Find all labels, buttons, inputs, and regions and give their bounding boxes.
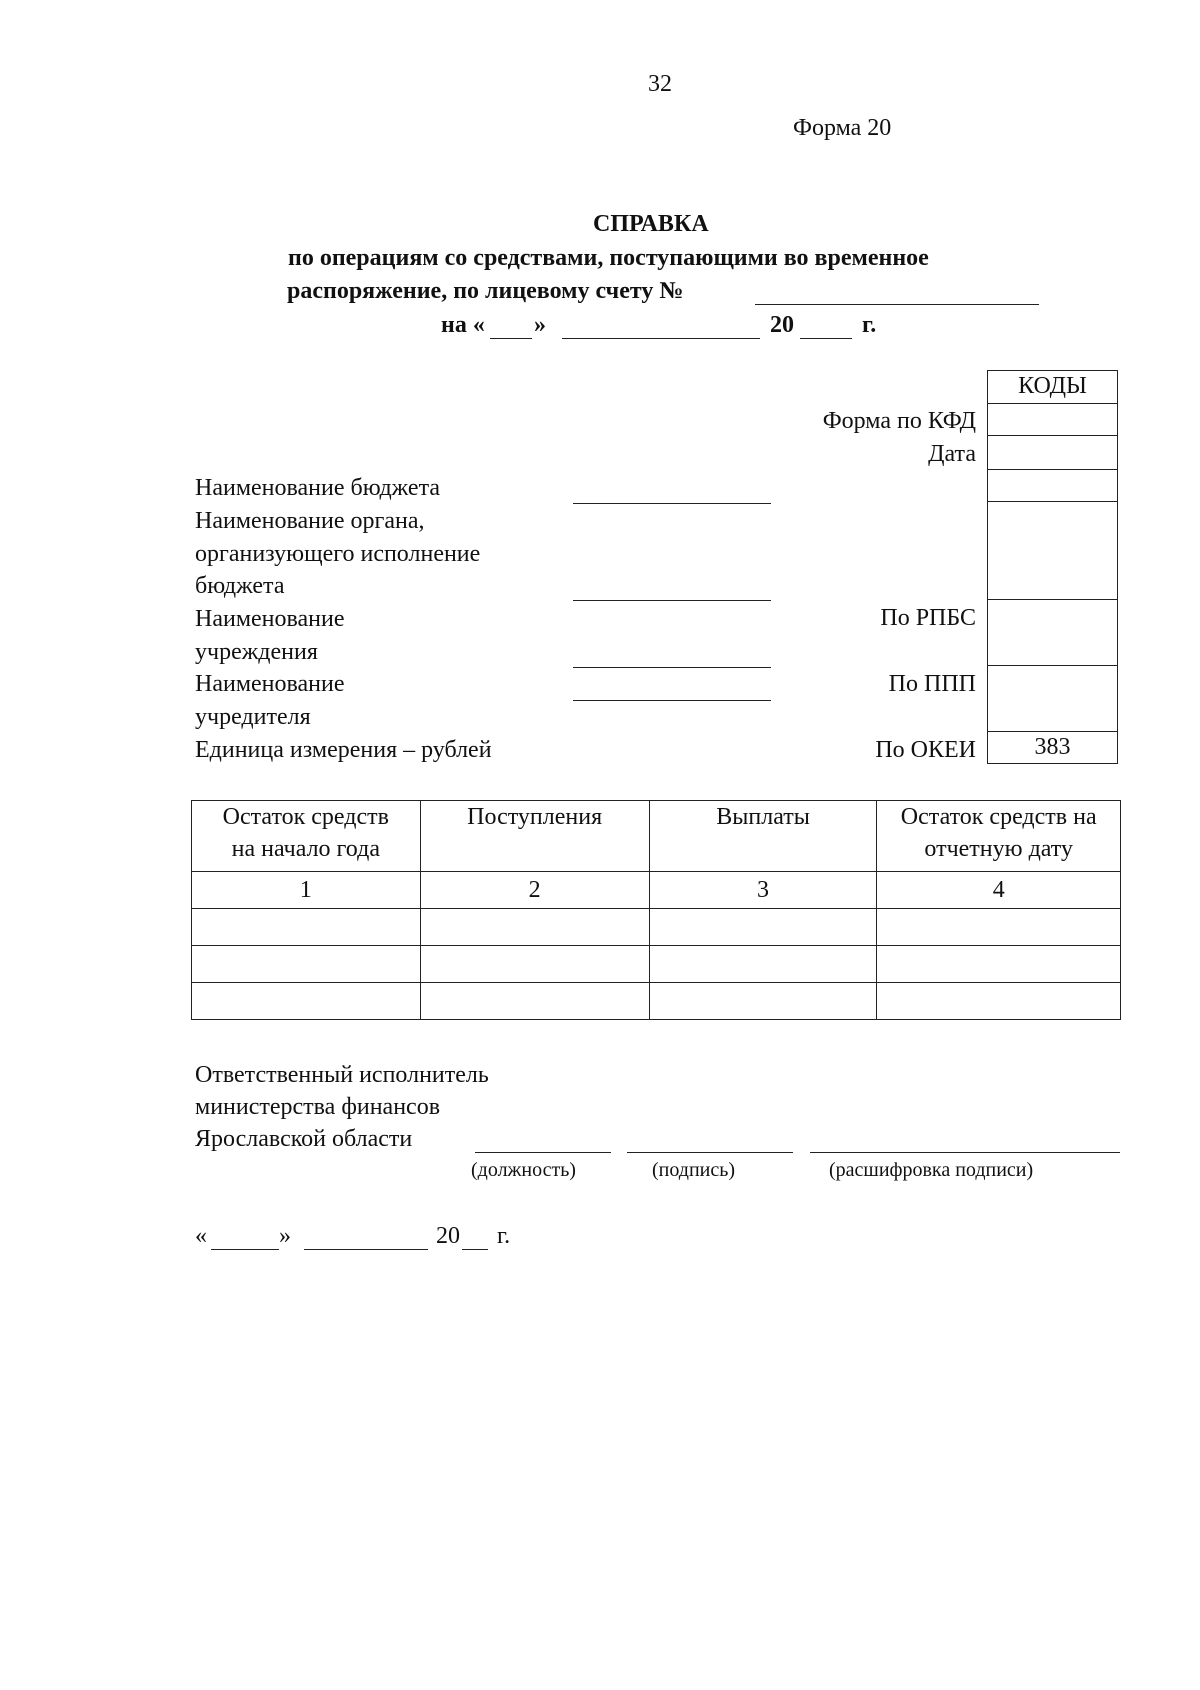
position-caption: (должность) xyxy=(471,1159,576,1181)
signature-line1: Ответственный исполнитель xyxy=(195,1062,489,1088)
position-blank[interactable] xyxy=(475,1152,611,1153)
table-cell[interactable] xyxy=(649,946,877,983)
table-row xyxy=(192,983,1121,1020)
doc-subtitle-line2: распоряжение, по лицевому счету № xyxy=(287,278,684,304)
table-row xyxy=(192,946,1121,983)
date-year-suffix: г. xyxy=(497,1223,511,1249)
label-po-okei: По ОКЕИ xyxy=(875,737,976,763)
label-founder-line1: Наименование xyxy=(195,671,345,697)
date-year-blank[interactable] xyxy=(462,1249,488,1250)
year-prefix: 20 xyxy=(770,312,794,338)
label-institution-line1: Наименование xyxy=(195,606,345,632)
table-row xyxy=(192,909,1121,946)
label-institution-line2: учреждения xyxy=(195,639,318,665)
date-close-quote: » xyxy=(534,312,546,338)
col-number: 4 xyxy=(877,872,1121,909)
col-number: 2 xyxy=(420,872,649,909)
table-cell[interactable] xyxy=(877,909,1121,946)
date-year-prefix: 20 xyxy=(436,1223,460,1249)
label-founder-line2: учредителя xyxy=(195,704,311,730)
header-opening-balance: Остаток средств на начало года xyxy=(192,801,421,872)
code-cell-rpbs[interactable] xyxy=(987,600,1118,666)
code-cell-ppp[interactable] xyxy=(987,666,1118,732)
page-number: 32 xyxy=(648,71,672,97)
year-blank[interactable] xyxy=(800,338,852,339)
label-date: Дата xyxy=(928,441,976,467)
label-budget-name: Наименование бюджета xyxy=(195,475,441,501)
code-cell-okei: 383 xyxy=(987,732,1118,764)
table-cell[interactable] xyxy=(420,909,649,946)
code-cell-date[interactable] xyxy=(987,436,1118,470)
header-payments: Выплаты xyxy=(649,801,877,872)
signature-decode-blank[interactable] xyxy=(810,1152,1120,1153)
form-label: Форма 20 xyxy=(793,115,892,141)
header-receipts: Поступления xyxy=(420,801,649,872)
organ-name-blank[interactable] xyxy=(573,600,771,601)
code-cell-kfd[interactable] xyxy=(987,404,1118,436)
doc-subtitle-line1: по операциям со средствами, поступающими во временное xyxy=(288,245,929,271)
day-blank[interactable] xyxy=(490,338,532,339)
label-po-ppp: По ППП xyxy=(888,671,976,697)
doc-heading: СПРАВКА xyxy=(593,211,709,237)
code-cell-organ[interactable] xyxy=(987,502,1118,600)
label-organ-line2: организующего исполнение xyxy=(195,541,481,567)
date-day-blank[interactable] xyxy=(211,1249,279,1250)
institution-name-blank[interactable] xyxy=(573,667,771,668)
budget-name-blank[interactable] xyxy=(573,503,771,504)
signature-blank[interactable] xyxy=(627,1152,793,1153)
account-number-blank[interactable] xyxy=(755,304,1039,305)
founder-name-blank[interactable] xyxy=(573,700,771,701)
codes-column xyxy=(987,370,1118,764)
month-blank[interactable] xyxy=(562,338,760,339)
date-open-quote-bottom: « xyxy=(195,1223,207,1249)
decode-caption: (расшифровка подписи) xyxy=(829,1159,1034,1181)
table-cell[interactable] xyxy=(877,946,1121,983)
label-forma-kfd: Форма по КФД xyxy=(822,408,976,434)
code-cell-budget[interactable] xyxy=(987,470,1118,502)
signature-line2: министерства финансов xyxy=(195,1094,441,1120)
operations-table xyxy=(191,800,1121,1020)
table-cell[interactable] xyxy=(192,909,421,946)
header-closing-balance: Остаток средств на отчетную дату xyxy=(877,801,1121,872)
label-unit: Единица измерения – рублей xyxy=(195,737,492,763)
label-organ-line3: бюджета xyxy=(195,573,285,599)
date-close-quote-bottom: » xyxy=(279,1223,291,1249)
table-cell[interactable] xyxy=(420,983,649,1020)
sign-caption: (подпись) xyxy=(652,1159,736,1181)
label-po-rpbs: По РПБС xyxy=(880,605,976,631)
codes-header: КОДЫ xyxy=(987,370,1118,404)
table-header-row xyxy=(192,801,1121,872)
table-cell[interactable] xyxy=(192,983,421,1020)
year-suffix: г. xyxy=(862,312,877,338)
table-cell[interactable] xyxy=(649,909,877,946)
signature-line3: Ярославской области xyxy=(195,1126,413,1152)
table-cell[interactable] xyxy=(192,946,421,983)
date-month-blank[interactable] xyxy=(304,1249,428,1250)
table-cell[interactable] xyxy=(420,946,649,983)
table-number-row xyxy=(192,872,1121,909)
col-number: 1 xyxy=(192,872,421,909)
date-open-quote: на « xyxy=(441,312,485,338)
col-number: 3 xyxy=(649,872,877,909)
table-cell[interactable] xyxy=(649,983,877,1020)
table-cell[interactable] xyxy=(877,983,1121,1020)
label-organ-line1: Наименование органа, xyxy=(195,508,425,534)
